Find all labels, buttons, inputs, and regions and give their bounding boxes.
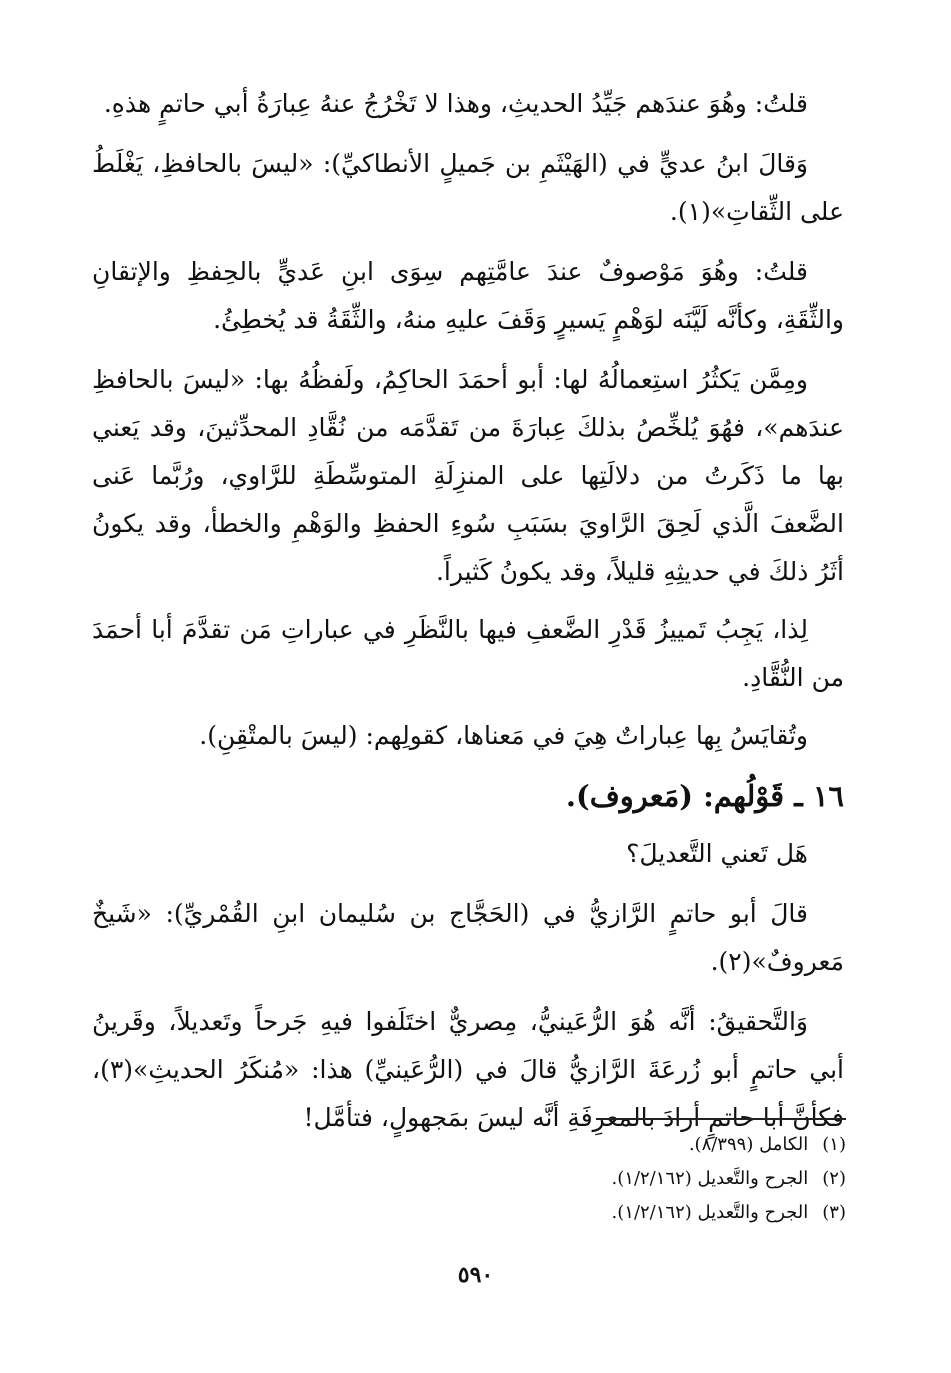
- page-number: ٥٩٠: [457, 1262, 494, 1288]
- footnote-1: [346, 1128, 846, 1162]
- paragraph-4: ومِمَّن يَكثُرُ استِعمالُهُ لها: أبو أحمَدَ الحاكِمُ، ولَفظُهُ بها: «ليسَ بالحافظِ عندَهم»، فهُوَ يُلخِّصُ بذلكَ عِبارَةَ من تَقدَّمَه من نُقَّادِ المحدِّثينَ، وقد يَعني بها ما ذَكَرتُ من دلالَتِها على المنزِلَةِ المتوسِّطَةِ للرَّاوي، ورُبَّما عَنى الضَّعفَ الَّذي لَحِقَ الرَّاويَ بسَبَبِ سُوءِ الحفظِ والوَهْمِ والخطأ، وقد يكونُ أثَرُ ذلكَ في حديثِهِ قليلاً، وقد يكونُ كَثيراً.: [92, 365, 844, 586]
- footnote-3: [346, 1196, 846, 1230]
- footnotes: [346, 1128, 846, 1230]
- section-heading: ١٦ ـ قَوْلُهم: (مَعروف).: [565, 779, 844, 813]
- footnote-number: (٢): [822, 1168, 846, 1189]
- paragraph-5: لِذا، يَجِبُ تَمييزُ قَدْرِ الضَّعفِ فيها بالنَّظَرِ في عباراتِ مَن تقدَّمَ أبا أحمَدَ من النُّقَّادِ.: [92, 615, 844, 692]
- footnote-number: (١): [822, 1134, 846, 1155]
- paragraph-2: وَقالَ ابنُ عديٍّ في (الهَيْثَمِ بن جَميلٍ الأنطاكيِّ): «ليسَ بالحافظِ، يَغْلَطُ على الثِّقاتِ»(١).: [92, 149, 844, 226]
- paragraph-1: قلتُ: وهُوَ عندَهم جَيِّدُ الحديثِ، وهذا لا تَخْرُجُ عنهُ عِبارَةُ أبي حاتمٍ هذهِ.: [103, 89, 808, 118]
- paragraph-8: وَالتَّحقيقُ: أنَّه هُوَ الرُّعَينيُّ، مِصريٌّ اختَلَفوا فيهِ جَرحاً وتَعديلاً، وقَرينُ أبي حاتمٍ أبو زُرعَةَ الرَّازيُّ قالَ في (الرُّعَينيِّ) هذا: «مُنكَرُ الحديثِ»(٣)، فكأنَّ أبا حاتمٍ أرادَ بالمعرِفَةِ أنَّه ليسَ بمَجهولٍ، فتأمَّل!: [92, 1007, 844, 1132]
- footnote-divider: [596, 1118, 846, 1120]
- footnote-text: الجرح والتَّعديل (١/٢/١٦٢).: [611, 1168, 809, 1189]
- footnote-2: [346, 1162, 846, 1196]
- footnote-text: الكامل (٨/٣٩٩).: [688, 1134, 809, 1155]
- footnote-number: (٣): [822, 1202, 846, 1223]
- paragraph-3: قلتُ: وهُوَ مَوْصوفٌ عندَ عامَّتِهم سِوَى ابنِ عَديٍّ بالحِفظِ والإتقانِ والثِّقَةِ، وكأنَّه لَيَّنَه لوَهْمٍ يَسيرٍ وَقَفَ عليهِ منهُ، والثِّقَةُ قد يُخطِئُ.: [92, 257, 844, 334]
- paragraph-7: قالَ أبو حاتمٍ الرَّازيُّ في (الحَجَّاج بن سُليمان ابنِ القُمْريِّ): «شَيخٌ مَعروفٌ»(٢).: [92, 899, 844, 976]
- main-text: [92, 80, 844, 1154]
- paragraph-6: وتُقايَسُ بِها عِباراتٌ هِيَ في مَعناها، كقولِهم: (ليسَ بالمتْقِنِ).: [199, 721, 808, 750]
- question-line: هَل تَعني التَّعديلَ؟: [626, 839, 808, 868]
- footnote-text: الجرح والتَّعديل (١/٢/١٦٢).: [611, 1202, 809, 1223]
